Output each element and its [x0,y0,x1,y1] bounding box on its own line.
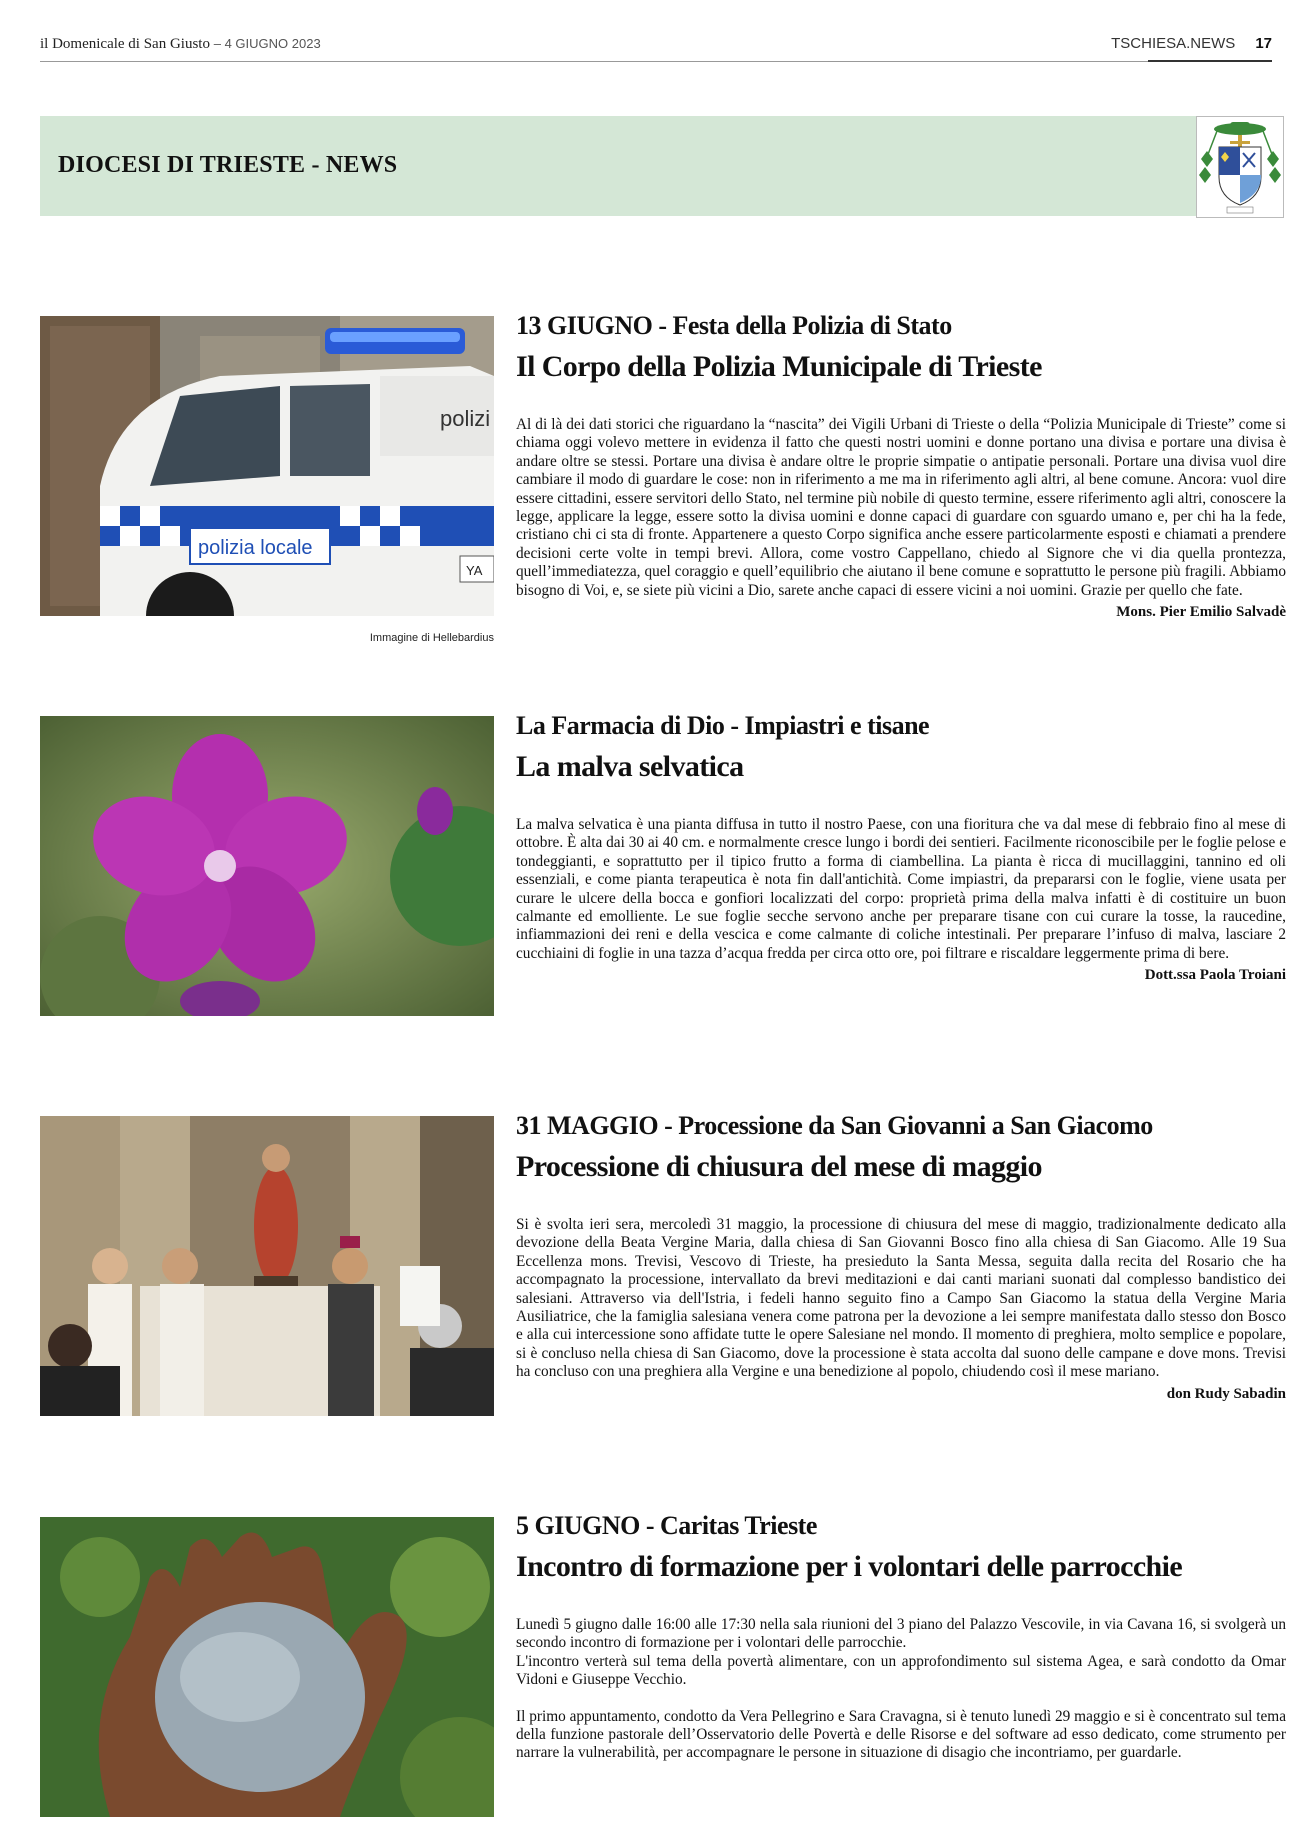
running-header-right [1111,35,1272,52]
article-title: La malva selvatica [516,750,744,783]
article-kicker: La Farmacia di Dio - Impiastri e tisane [516,711,930,740]
article-kicker: 5 GIUGNO - Caritas Trieste [516,1511,817,1540]
procession-photo [40,1116,494,1416]
article-author: Mons. Pier Emilio Salvadè [1116,604,1286,621]
article-body [516,416,1286,600]
section-banner [40,116,1272,216]
running-header-left [40,36,321,53]
article-kicker: 31 MAGGIO - Processione da San Giovanni a San Giacomo [516,1111,1153,1140]
mallow-flower-photo [40,716,494,1016]
stone-in-hand-photo [40,1517,494,1817]
article-malva [516,710,1286,984]
car-stripe-label-text: polizia locale [198,537,313,559]
car-lettering-text: polizi [440,406,491,431]
site-name: TSCHIESA.NEWS [1111,35,1236,52]
header-rule [40,61,1272,62]
image-caption: Immagine di Hellebardius [369,632,494,644]
article-caritas [516,1510,1286,1763]
article-polizia [516,310,1286,621]
article-body [516,1616,1286,1763]
license-plate-text: YA [466,563,483,578]
article-body [516,816,1286,963]
issue-date: – 4 GIUGNO 2023 [213,36,321,51]
article-paragraph: Lunedì 5 giugno dalle 16:00 alle 17:30 nella sala riunioni del 3 piano del Palazzo Vescovile, in via Cavana 16, si svolgerà un secondo incontro di formazione per i volontari delle parrocchie. [516,1616,1286,1652]
article-author: Dott.ssa Paola Troiani [1144,967,1286,984]
header-rule-accent [1148,60,1272,62]
article-author: don Rudy Sabadin [1166,1385,1286,1402]
article-paragraph: Al di là dei dati storici che riguardano la “nascita” dei Vigili Urbani di Trieste o della “Polizia Municipale di Trieste” come si chiama oggi volevo mettere in evidenza il fatto che questi nostri uomini e donne portano una divisa e portare una divisa è andare oltre se stessi. Portare una divisa è andare oltre le proprie simpatie o antipatie personali. Portare una divisa vuol dire cambiare il modo di guardare le cose: non in riferimento a me ma in riferimento agli altri, al bene comune. Ancora: vuol dire essere cittadini, essere servitori dello Stato, nel termine più nobile di questo termine, essere riferimento agli altri, conoscere la legge, applicare la legge, essere sotto la divisa uomini e donne capaci di guardare con sguardo umano e, per chi ha la fede, cristiano chi ci sta di fronte. Appartenere a questo Corpo significa anche essere particolarmente esposti e chiamati a prendere decisioni certe volte in tempi brevi. Allora, come vostro Cappellano, chiedo al Signore che vi dia quella prontezza, quell’immediatezza, quel coraggio e quell’equilibrio che aiutano il bene comune e soprattutto le persone più fragili. Abbiamo bisogno di Voi, e, se siete più vicini a Dio, sarete anche capaci di essere vicini a noi uomini. Grazie per quello che fate. [516,416,1286,599]
article-kicker: 13 GIUGNO - Festa della Polizia di Stato [516,311,952,340]
article-paragraph: La malva selvatica è una pianta diffusa in tutto il nostro Paese, con una fioritura che va dal mese di febbraio fino al mese di ottobre. È alta dai 30 ai 40 cm. e normalmente cresce lungo i bordi dei sentieri. Facilmente riconoscibile per le foglie pelose e tondeggianti, e soprattutto per il tipico frutto a forma di ciambellina. La pianta è ricca di mucillaggini, tannino ed oli essenziali, e come pianta terapeutica è nota fin dall'antichità. Come impiastri, da prepararsi con le foglie, viene usata per curare le ulcere della bocca e gonfiori localizzati del corpo: proprietà prima della malva infatti è di costituire un buon calmante ed emolliente. Le sue foglie secche servono anche per preparare tisane con cui curare la tosse, la raucedine, infiammazioni dei reni e della vescica e come calmante di coliche intestinali. Per preparare l’infuso di malva, lasciare 2 cucchiaini di foglie in una tazza d’acqua fredda per circa otto ore, poi filtrare e riscaldare leggermente prima di bere. [516,816,1286,962]
article-body [516,1216,1286,1382]
article-paragraph: Il primo appuntamento, condotto da Vera Pellegrino e Sara Cravagna, si è tenuto lunedì 29 maggio e si è concentrato sul tema della funzione pastorale dell’Osservatorio delle Povertà e delle Risorse e del software ad esso dedicato, come strumento per narrare la vulnerabilità, per accompagnare le persone in situazione di disagio che incontriamo, per guardarle. [516,1707,1286,1762]
section-title: DIOCESI DI TRIESTE - NEWS [58,152,398,178]
publication-name: il Domenicale di San Giusto [40,36,210,52]
article-paragraph: Si è svolta ieri sera, mercoledì 31 maggio, la processione di chiusura del mese di maggio, tradizionalmente dedicato alla devozione della Beata Vergine Maria, dalla chiesa di San Giovanni Bosco fino alla chiesa di San Giacomo. Alle 19 Sua Eccellenza mons. Trevisi, Vescovo di Trieste, ha presieduto la Santa Messa, seguita dalla recita del Rosario che ha accompagnato la processione, intervallato da brevi meditazioni e dai canti mariani suonati dal complesso bandistico dei salesiani. Attraverso via dell'Istria, i fedeli hanno seguito fino a Campo San Giacomo la statua della Vergine Maria Ausiliatrice, che la famiglia salesiana venera come patrona per la devozione a lei sempre manifestata dallo stesso don Bosco e alla cui intercessione sono affidate tutte le opere Salesiane nel mondo. Il momento di preghiera, molto semplice e popolare, si è concluso nella chiesa di San Giacomo, dove la processione è stata accolta dal suono delle campane e dove mons. Trevisi ha concluso con una preghiera alla Vergine e una benedizione al popolo, chiudendo così il mese mariano. [516,1216,1286,1381]
police-car-photo [40,316,494,616]
page-number: 17 [1255,35,1272,52]
article-title: Il Corpo della Polizia Municipale di Trieste [516,350,1042,383]
article-title: Processione di chiusura del mese di maggio [516,1150,1042,1183]
article-paragraph: L'incontro verterà sul tema della povertà alimentare, con un approfondimento sul sistema Agea, e sarà condotto da Omar Vidoni e Giuseppe Vecchio. [516,1652,1286,1689]
article-title: Incontro di formazione per i volontari delle parrocchie [516,1550,1183,1583]
article-processione [516,1110,1286,1403]
diocese-coat-of-arms-icon [1196,116,1284,218]
